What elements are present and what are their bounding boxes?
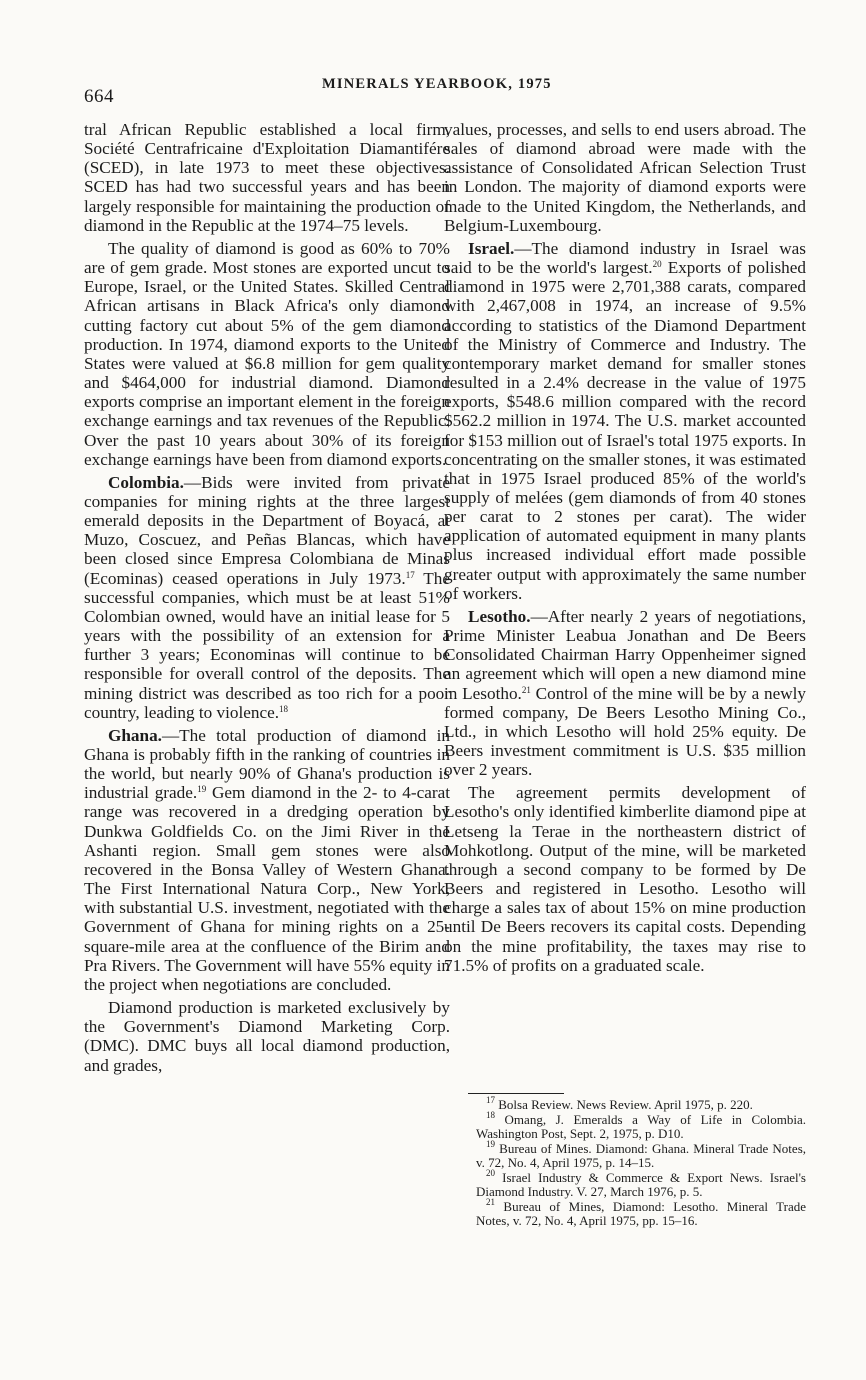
footnote-17 [476, 1095, 806, 1113]
footnote-21 [476, 1196, 806, 1229]
run-in-heading-colombia: Colombia. [108, 472, 184, 492]
paragraph-ghana-marketing: Diamond production is marketed exclusively by the Government's Diamond Marketing Corp. (DMC). DMC buys all local diamond production, and grades, [84, 998, 450, 1075]
footnote-number: 17 [486, 1095, 495, 1105]
footnote-number: 19 [486, 1138, 495, 1149]
footnote-text: Bureau of Mines, Diamond: Lesotho. Mineral Trade Notes, v. 72, No. 4, April 1975, pp. 15–16. [476, 1198, 806, 1228]
footnote-19 [476, 1138, 806, 1171]
run-in-heading-ghana: Ghana. [108, 725, 162, 745]
footnote-number: 18 [486, 1109, 495, 1120]
footnote-text: Bureau of Mines. Diamond: Ghana. Mineral Trade Notes, v. 72, No. 4, April 1975, p. 14–15. [476, 1140, 806, 1170]
run-in-heading-lesotho: Lesotho. [468, 606, 531, 626]
text-colombia-b: The successful companies, which must be at least 51% Colombian owned, would have an initial lease for 5 years with the possibility of an extension for a further 3 years; Econominas will continue to be responsible for overall control of the deposits. The mining district was described as too rich for a poor country, leading to violence. [84, 568, 450, 722]
footnote-text: Israel Industry & Commerce & Export News. Israel's Diamond Industry. V. 27, March 1976, p. 5. [476, 1169, 806, 1199]
footnote-text: Omang, J. Emeralds a Way of Life in Colombia. Washington Post, Sept. 2, 1975, p. D10. [476, 1111, 806, 1141]
paragraph-central-african-republic: tral African Republic established a local firm, Société Centrafricaine d'Exploitation Diamantifére (SCED), in late 1973 to meet these objectives. SCED has had two successful years and has been largely responsible for maintaining the production of diamond in the Republic at the 1974–75 levels. [84, 120, 450, 235]
right-column [444, 120, 806, 975]
paragraph-ghana-continued: values, processes, and sells to end users abroad. The sales of diamond abroad were made with the assistance of Consolidated African Selection Trust in London. The majority of diamond exports were made to the United Kingdom, the Netherlands, and Belgium-Luxembourg. [444, 120, 806, 235]
text-ghana-b: Gem diamond in the 2- to 4-carat range was recovered in a dredging operation by Dunkwa Goldfields Co. on the Jimi River in the Ashanti region. Small gem stones were also recovered in the Bonsa Valley of Western Ghana. The First International Natura Corp., New York, with substantial U.S. investment, negotiated with the Government of Ghana for mining rights on a 25-square-mile area at the confluence of the Birim and Pra Rivers. The Government will have 55% equity in the project when negotiations are concluded. [84, 783, 450, 994]
footnote-divider [468, 1093, 564, 1094]
text-colombia-a: —Bids were invited from private companies for mining rights at the three largest emerald deposits in the Department of Boyacá, at Muzo, Coscuez, and Peñas Blancas, which have been closed since Empresa Colombiana de Minas (Ecominas) ceased operations in July 1973. [84, 472, 450, 588]
text-lesotho-a: —After nearly 2 years of negotiations, Prime Minister Leabua Jonathan and De Beers Consolidated Chairman Harry Oppenheimer signed an agreement which will open a new diamond mine in Lesotho. [444, 606, 806, 703]
footnote-number: 20 [486, 1167, 495, 1178]
paragraph-ghana [84, 726, 450, 994]
text-ghana-a: —The total production of diamond in Ghana is probably fifth in the ranking of countries in the world, but nearly 90% of Ghana's production is industrial grade. [84, 725, 450, 803]
paragraph-israel [444, 239, 806, 603]
footnote-20 [476, 1167, 806, 1200]
paragraph-colombia [84, 473, 450, 722]
footnote-ref-18[interactable]: 18 [279, 703, 289, 714]
footnote-ref-21[interactable]: 21 [521, 684, 531, 695]
text-israel-a: —The diamond industry in Israel was said to be the world's largest. [444, 238, 806, 278]
footnote-ref-20[interactable]: 20 [652, 259, 662, 270]
paragraph-diamond-quality: The quality of diamond is good as 60% to 70% are of gem grade. Most stones are exported uncut to Europe, Israel, or the United States. Skilled Central African artisans in Black Africa's only diamond cutting factory cut about 5% of the gem diamond production. In 1974, diamond exports to the United States were valued at $6.8 million for gem quality and $464,000 for industrial diamond. Diamond exports comprise an important element in the foreign exchange earnings and tax revenues of the Republic. Over the past 10 years about 30% of its foreign exchange earnings have been from diamond exports. [84, 238, 450, 469]
footnote-number: 21 [486, 1196, 495, 1207]
running-head: MINERALS YEARBOOK, 1975 [322, 76, 552, 92]
footnote-ref-17[interactable]: 17 [405, 569, 415, 580]
left-column [84, 120, 450, 1075]
run-in-heading-israel: Israel. [468, 238, 515, 258]
text-israel-b: Exports of polished diamond in 1975 were 2,701,388 carats, compared with 2,467,008 in 1974, an increase of 9.5% according to statistics of the Diamond Department of the Ministry of Commerce and Industry. The contemporary market demand for smaller stones resulted in a 2.4% decrease in the value of 1975 exports, $548.6 million compared with the record $562.2 million in 1974. The U.S. market accounted for $153 million out of Israel's total 1975 exports. In concentrating on the smaller stones, it was estimated that in 1975 Israel produced 85% of the world's supply of melées (gem diamonds of from 40 stones per carat to 2 stones per carat). The wider application of automated equipment in many plants plus increased individual effort made possible greater output with approximately the same number of workers. [444, 258, 806, 603]
paragraph-lesotho [444, 607, 806, 779]
footnote-ref-19[interactable]: 19 [197, 784, 207, 795]
text-lesotho-b: Control of the mine will be by a newly formed company, De Beers Lesotho Mining Co., Ltd., in which Lesotho will hold 25% equity. De Beers investment commitment is U.S. $35 million over 2 years. [444, 683, 806, 780]
footnotes [476, 1095, 806, 1229]
footnote-text: Bolsa Review. News Review. April 1975, p. 220. [495, 1097, 753, 1112]
page-number: 664 [84, 86, 114, 107]
paragraph-lesotho-agreement: The agreement permits development of Lesotho's only identified kimberlite diamond pipe at Letseng la Terae in the northeastern district of Mohkotlong. Output of the mine, will be marketed through a second company to be formed by De Beers and registered in Lesotho. Lesotho will charge a sales tax of about 15% on mine production until De Beers recovers its capital costs. Depending on the mine profitability, the taxes may rise to 71.5% of profits on a graduated scale. [444, 783, 806, 975]
footnote-18 [476, 1109, 806, 1142]
